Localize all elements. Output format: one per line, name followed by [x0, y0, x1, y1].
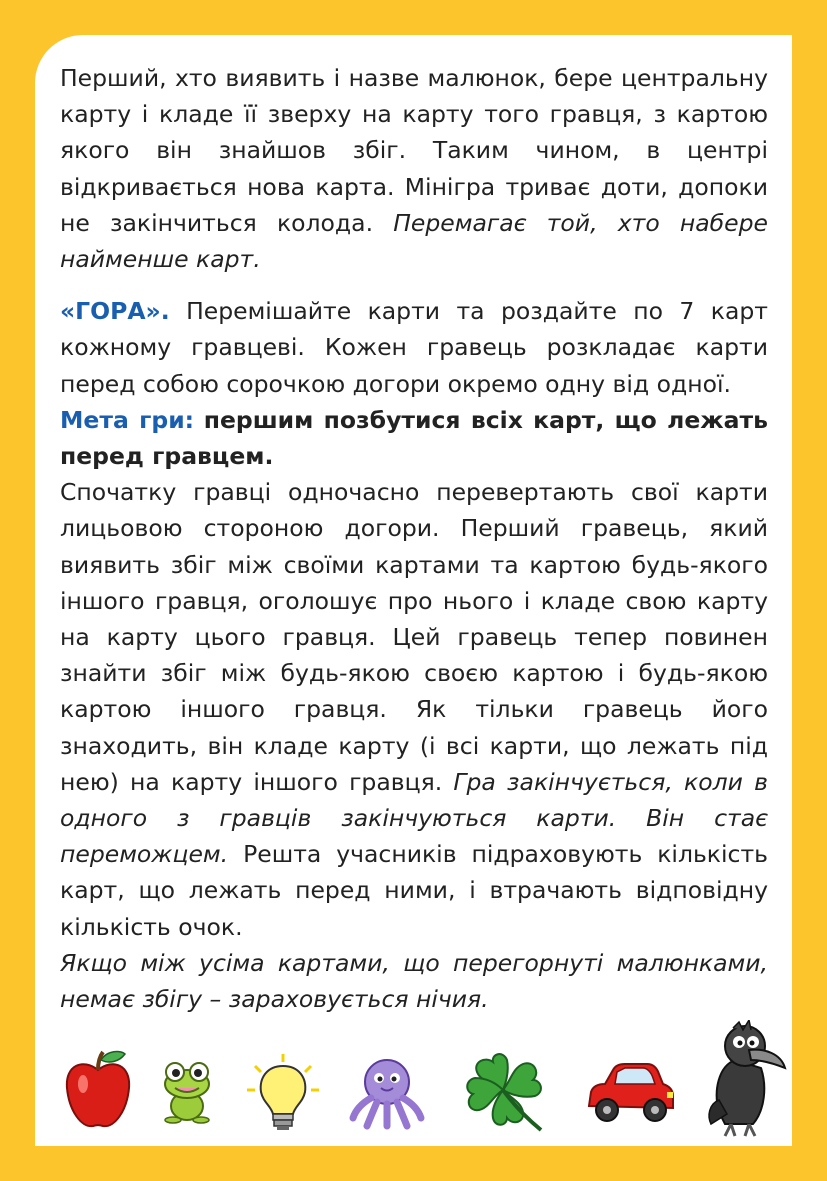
crow-icon — [705, 1020, 789, 1138]
paragraph-3 — [60, 474, 768, 945]
clover-icon — [463, 1052, 551, 1134]
apple-icon — [63, 1050, 133, 1130]
goal-text: першим позбутися всіх карт, що лежать перед гравцем. — [60, 405, 768, 471]
paragraph-1-text: Перший, хто виявить і назве малюнок, бере центральну карту і кладе її зверху на карту того гравця, з картою якого він знайшов збіг. Таким чином, в центрі відкривається нова карта. Мінігра триває доти, допоки не закінчиться колода. — [60, 64, 768, 237]
octopus-icon — [347, 1056, 427, 1130]
paragraph-4-italic: Якщо між усіма картами, що перегорнуті малюнками, немає збігу – зараховується нічия. — [60, 948, 768, 1014]
paragraph-4 — [60, 945, 768, 1017]
rules-text — [60, 60, 768, 1017]
paragraph-1-italic: Перемагає той, хто набере найменше карт. — [60, 208, 768, 274]
goal-paragraph — [60, 402, 768, 474]
paragraph-3-italic: Гра закінчується, коли в одного з гравців закінчуються карти. Він стає переможцем. — [60, 767, 768, 869]
car-icon — [583, 1062, 677, 1126]
game-title: «ГОРА». — [60, 297, 170, 326]
lightbulb-icon — [245, 1052, 321, 1132]
paragraph-3-text2: Решта учасників підраховують кількість карт, що лежать перед ними, і втрачають відповідну кількість очок. — [60, 840, 768, 941]
paragraph-1 — [60, 60, 768, 277]
goal-label: Мета гри: — [60, 405, 195, 434]
paragraph-3-text: Спочатку гравці одночасно перевертають свої карти лицьовою стороною догори. Перший гравець, який виявить збіг між своїми картами та картою будь-якого іншого гравця, оголошує про нього і кладе свою карту на карту цього гравця. Цей гравець тепер повинен знайти збіг між будь-якою своєю картою і будь-якою картою іншого гравця. Як тільки гравець його знаходить, він кладе карту (і всі карти, що лежать під нею) на карту іншого гравця. — [60, 478, 768, 796]
paragraph-2-text: Перемішайте карти та роздайте по 7 карт кожному гравцеві. Кожен гравець розкладає карти перед собою сорочкою догори окремо одну від одної. — [60, 297, 768, 398]
frog-icon — [159, 1060, 215, 1124]
picture-row — [55, 1050, 790, 1140]
paragraph-2 — [60, 293, 768, 402]
